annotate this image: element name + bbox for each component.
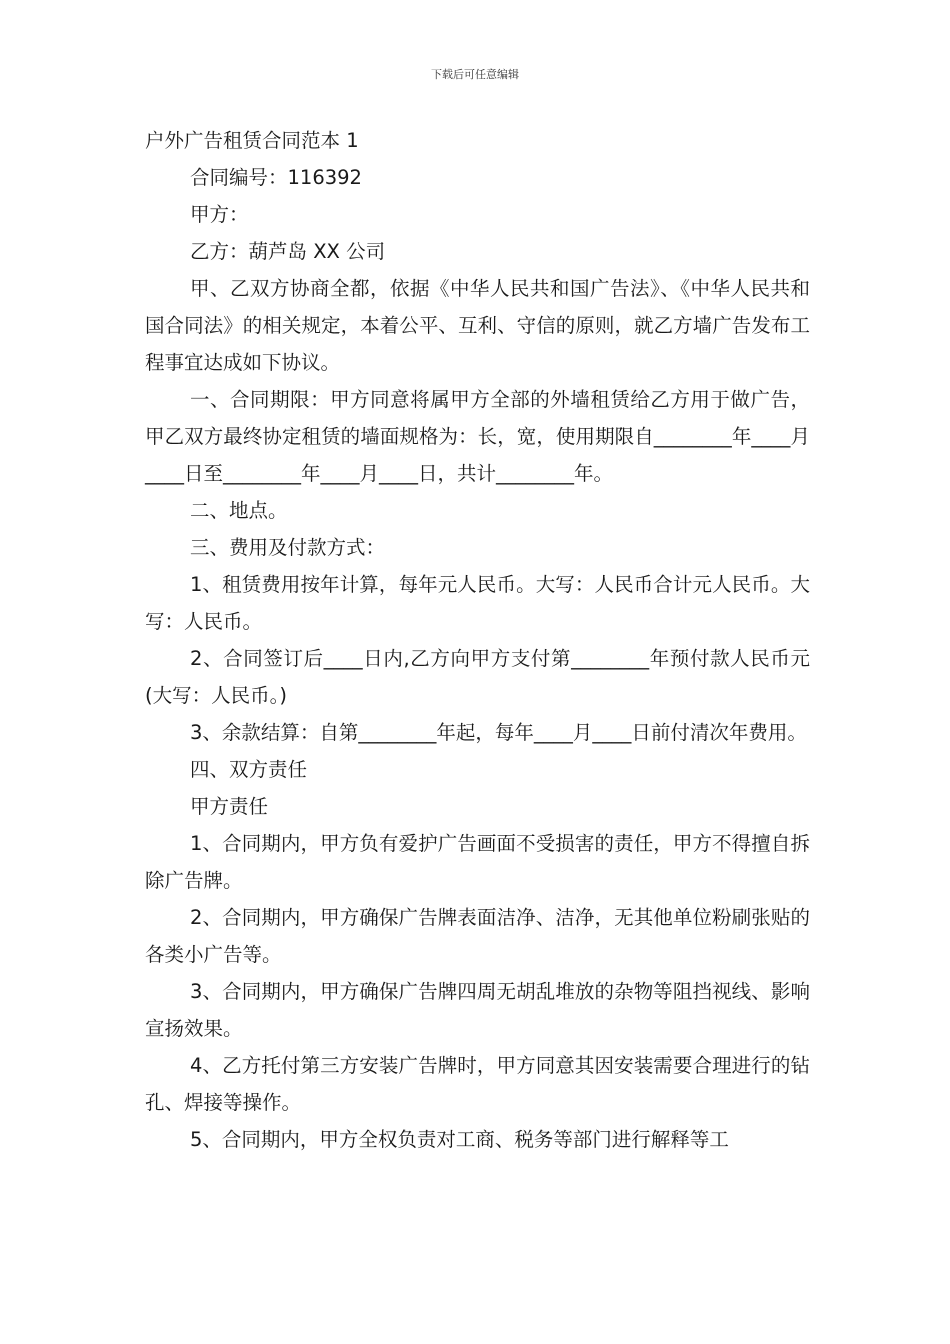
responsibility-item-3: 3、合同期内，甲方确保广告牌四周无胡乱堆放的杂物等阻挡视线、影响宣扬效果。: [145, 980, 810, 1040]
clause-fees-heading: 三、费用及付款方式：: [190, 536, 386, 559]
page-header-note: 下载后可任意编辑: [431, 68, 519, 81]
clause-location: 二、地点。: [190, 499, 288, 522]
clause-term: 一、合同期限：甲方同意将属甲方全部的外墙租赁给乙方用于做广告，甲乙双方最终协定租赁的墙面规格为：长，宽，使用期限自________年____月____日至________年____月____日，共计________年。: [145, 388, 810, 485]
fees-item-3: 3、余款结算：自第________年起，每年____月____日前付清次年费用。: [190, 721, 807, 744]
responsibility-item-2: 2、合同期内，甲方确保广告牌表面洁净、洁净，无其他单位粉刷张贴的各类小广告等。: [145, 906, 810, 966]
responsibility-item-1: 1、合同期内，甲方负有爱护广告画面不受损害的责任，甲方不得擅自拆除广告牌。: [145, 832, 810, 892]
party-a-responsibilities-heading: 甲方责任: [190, 795, 269, 818]
responsibility-item-5: 5、合同期内，甲方全权负责对工商、税务等部门进行解释等工: [190, 1128, 729, 1151]
party-a: 甲方：: [190, 203, 249, 226]
fees-item-1: 1、租赁费用按年计算，每年元人民币。大写：人民币合计元人民币。大写：人民币。: [145, 573, 810, 633]
fees-item-2: 2、合同签订后____日内,乙方向甲方支付第________年预付款人民币元(大写：人民币。): [145, 647, 810, 707]
party-b: 乙方：葫芦岛 XX 公司: [190, 240, 386, 263]
preamble-paragraph: 甲、乙双方协商全都，依据《中华人民共和国广告法》、《中华人民共和国合同法》的相关规定，本着公平、互利、守信的原则，就乙方墙广告发布工程事宜达成如下协议。: [145, 277, 810, 374]
responsibility-item-4: 4、乙方托付第三方安装广告牌时，甲方同意其因安装需要合理进行的钻孔、焊接等操作。: [145, 1054, 810, 1114]
clause-responsibilities-heading: 四、双方责任: [190, 758, 308, 781]
document-body: [145, 122, 810, 1158]
contract-number: 合同编号：116392: [190, 166, 362, 189]
document-title: 户外广告租赁合同范本 1: [145, 129, 359, 152]
